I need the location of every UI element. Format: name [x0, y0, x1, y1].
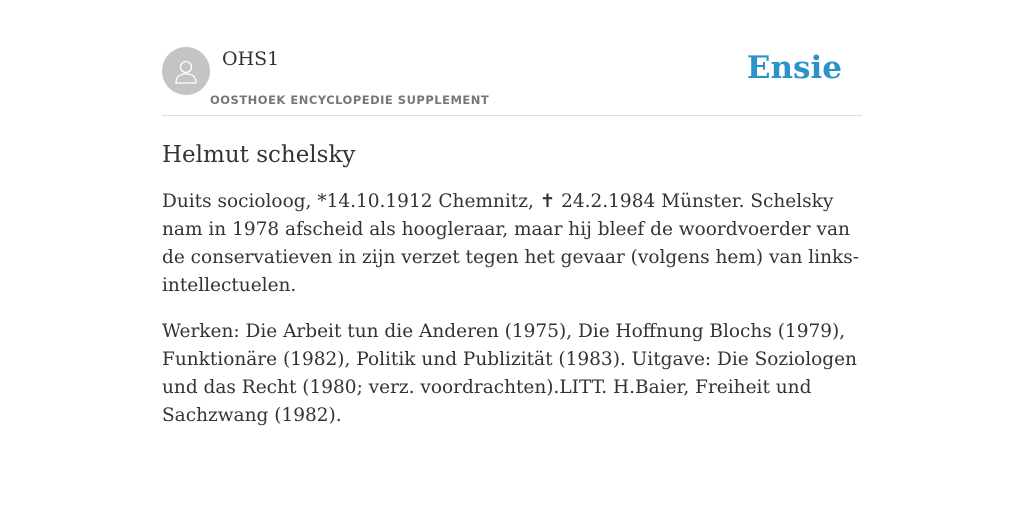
entry-header [162, 40, 862, 116]
entry-card [162, 40, 862, 430]
entry-paragraph: Werken: Die Arbeit tun die Anderen (1975), Die Hoffnung Blochs (1979), Funktionäre (1982), Politik und Publizität (1983). Uitgave: Die Soziologen und das Recht (1980; verz. voordrachten).LITT. H.Baier, Freiheit und Sachzwang (1982). [162, 321, 857, 426]
entry-paragraph: Duits socioloog, *14.10.1912 Chemnitz, ✝ 24.2.1984 Münster. Schelsky nam in 1978 afscheid als hoogleraar, maar hij bleef de woordvoerder van de conservatieven in zijn verzet tegen het gevaar (volgens hem) van links-intellectuelen. [162, 191, 859, 296]
source-label[interactable]: OOSTHOEK ENCYCLOPEDIE SUPPLEMENT [210, 93, 490, 107]
user-icon [171, 56, 201, 86]
entry-title: Helmut schelsky [162, 142, 356, 168]
author-avatar[interactable] [162, 47, 210, 95]
author-name[interactable]: OHS1 [222, 48, 280, 70]
ensie-logo[interactable]: Ensie [746, 50, 842, 86]
